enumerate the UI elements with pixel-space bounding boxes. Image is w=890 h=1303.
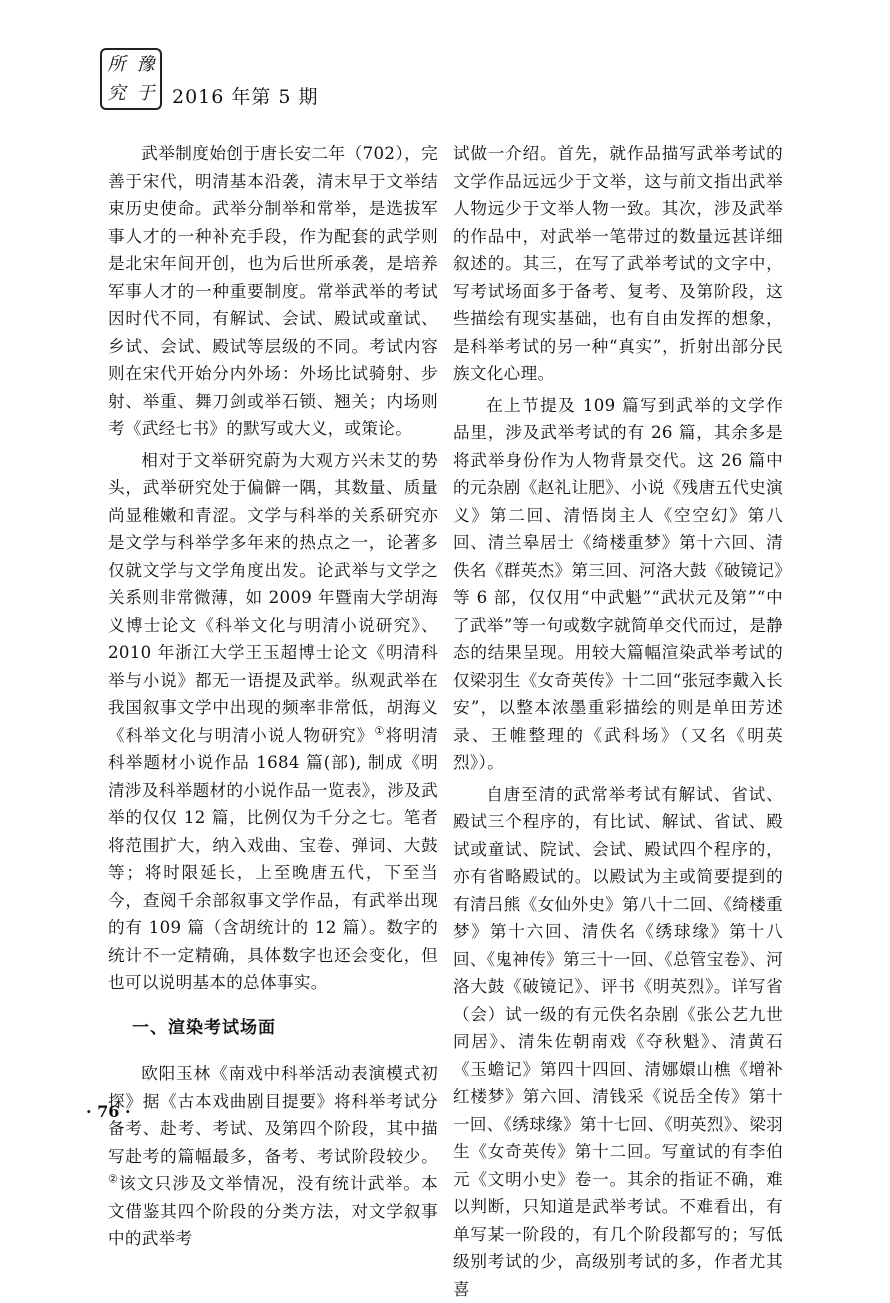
- paragraph: 武举制度始创于唐长安二年（702），完善于宋代，明清基本沿袭，清末早于文举结束历史使命。武举分制举和常举，是选拔军事人才的一种补充手段，作为配套的武学则是北宋年间开创，也为后世所承袭，是培养军事人才的一种重要制度。常举武举的考试因时代不同，有解试、会试、殿试或童试、乡试、会试、殿试等层级的不同。考试内容则在宋代开始分内外场：外场比试骑射、步射、举重、舞刀剑或举石锁、翘关；内场则考《武经七书》的默写或大义，或策论。: [108, 140, 438, 443]
- seal-char: 究: [102, 85, 131, 103]
- section-heading: 一、渲染考试场面: [132, 1015, 438, 1043]
- paragraph: 在上节提及 109 篇写到武举的文学作品里，涉及武举考试的有 26 篇，其余多是将武举身份作为人物背景交代。这 26 篇中的元杂剧《赵礼让肥》、小说《残唐五代史演义》第二回、清悟岗主人《空空幻》第八回、清兰皋居士《绮楼重梦》第十六回、清佚名《群英杰》第三回、河洛大鼓《破镜记》等 6 部，仅仅用“中武魁”“武状元及第”“中了武举”等一句或数字就简单交代而过，是静态的结果呈现。用较大篇幅渲染武举考试的仅梁羽生《女奇英传》十二回“张冠李戴入长安”，以整本浓墨重彩描绘的则是单田芳述录、王帷整理的《武科场》（又名《明英烈》）。: [453, 392, 783, 777]
- paragraph-text: 将明清科举题材小说作品 1684 篇(部), 制成《明清涉及科举题材的小说作品一览表》，涉及武举的仅仅 12 篇，比例仅为千分之七。笔者将范围扩大，纳入戏曲、宝卷、弹词、大鼓等；将时限延长，上至晚唐五代，下至当今，查阅千余部叙事文学作品，有武举出现的有 109 篇（含胡统计的 12 篇）。数字的统计不一定精确，具体数字也还会变化，但也可以说明基本的总体事实。: [108, 726, 438, 993]
- paragraph-text: 相对于文举研究蔚为大观方兴未艾的势头，武举研究处于偏僻一隅，其数量、质量尚显稚嫩和青涩。文学与科举的关系研究亦是文学与科举学多年来的热点之一，论著多仅就文学与文学角度出发。论武举与文学之关系则非常微薄，如 2009 年暨南大学胡海义博士论文《科举文化与明清小说研究》、2010 年浙江大学王玉超博士论文《明清科举与小说》都无一语提及武举。纵观武举在我国叙事文学中出现的频率非常低，胡海义《科举文化与明清小说人物研究》: [108, 451, 438, 745]
- paragraph: [108, 447, 438, 997]
- paragraph-text: 欧阳玉林《南戏中科举活动表演模式初探》据《古本戏曲剧目提要》将科举考试分备考、赴考、考试、及第四个阶段，其中描写赴考的篇幅最多，备考、考试阶段较少。: [108, 1064, 438, 1166]
- seal-char: 豫: [131, 56, 160, 74]
- journal-logo-seal: [100, 48, 162, 110]
- left-column: [108, 140, 438, 1253]
- paragraph: 自唐至清的武常举考试有解试、省试、殿试三个程序的，有比试、解试、省试、殿试或童试、院试、会试、殿试四个程序的，亦有省略殿试的。以殿试为主或简要提到的有清吕熊《女仙外史》第八十二回、《绮楼重梦》第十六回、清佚名《绣球缘》第十八回、《鬼神传》第三十一回、《总管宝卷》、河洛大鼓《破镜记》、评书《明英烈》。详写省（会）试一级的有元佚名杂剧《张公艺九世同居》、清朱佐朝南戏《夺秋魁》、清黄石《玉蟾记》第四十四回、清娜嬛山樵《增补红楼梦》第六回、清钱采《说岳全传》第十一回、《绣球缘》第十七回、《明英烈》、梁羽生《女奇英传》第十二回。写童试的有李伯元《文明小史》卷一。其余的指证不确，难以判断，只知道是武举考试。不难看出，有单写某一阶段的，有几个阶段都写的；写低级别考试的少，高级别考试的多，作者尤其喜: [453, 781, 783, 1303]
- page-header: [100, 48, 780, 118]
- issue-label: 2016 年第 5 期: [172, 82, 319, 109]
- paragraph-text: 该文只涉及文举情况，没有统计武举。本文借鉴其四个阶段的分类方法，对文学叙事中的武举考: [108, 1174, 438, 1248]
- right-column: [453, 140, 783, 1303]
- seal-char: 于: [131, 85, 160, 103]
- paragraph: [108, 1060, 438, 1253]
- paragraph: 试做一介绍。首先，就作品描写武举考试的文学作品远远少于文举，这与前文指出武举人物远少于文举人物一致。其次，涉及武举的作品中，对武举一笔带过的数量远甚详细叙述的。其三，在写了武举考试的文字中，写考试场面多于备考、复考、及第阶段，这些描绘有现实基础，也有自由发挥的想象，是科举考试的另一种“真实”，折射出部分民族文化心理。: [453, 140, 783, 388]
- footnote-marker: ①: [375, 724, 386, 737]
- page-number: · 76 ·: [86, 1102, 131, 1121]
- seal-char: 所: [102, 56, 131, 74]
- footnote-marker: ②: [108, 1172, 119, 1185]
